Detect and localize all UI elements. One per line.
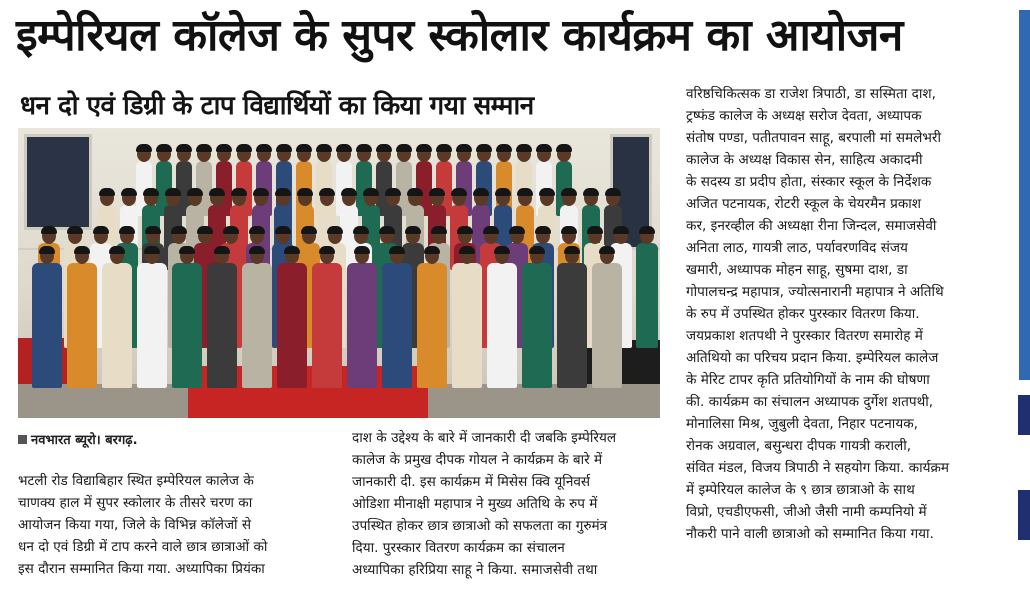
person-hair [165, 188, 181, 196]
person-hair [587, 226, 603, 234]
person-hair [179, 246, 195, 254]
person-hair [529, 246, 545, 254]
person-figure [312, 248, 342, 388]
text-line: इस दौरान सम्मानित किया गया. अध्यापिका प्रियंका [18, 561, 265, 577]
person-body [102, 263, 132, 388]
person-hair [136, 144, 152, 152]
person-hair [429, 188, 445, 196]
article-column-1 [18, 470, 328, 580]
person-hair [119, 226, 135, 234]
text-line: में इम्पेरियल कालेज के ९ छात्र छात्राओ के साथ [686, 482, 915, 498]
person-hair [353, 226, 369, 234]
text-line: गोपालचन्द्र महापात्र, ज्योत्सनारानी महापात्र ने अतिथि [686, 284, 944, 300]
person-hair [249, 246, 265, 254]
person-figure [487, 248, 517, 388]
person-hair [605, 188, 621, 196]
person-hair [197, 226, 213, 234]
group-photo [18, 128, 660, 418]
person-hair [496, 144, 512, 152]
adjacent-text-fragment [1018, 395, 1030, 435]
person-hair [363, 188, 379, 196]
person-body [242, 263, 272, 388]
person-hair [494, 246, 510, 254]
person-hair [473, 188, 489, 196]
person-hair [74, 246, 90, 254]
person-hair [509, 226, 525, 234]
byline-text: नवभारत ब्यूरो। बरगढ़. [31, 433, 138, 448]
text-line: विप्रो, एचडीएफसी, जीओ जैसी नामी कम्पनियो में [686, 504, 927, 520]
person-figure [636, 228, 658, 348]
person-body [207, 263, 237, 388]
person-hair [539, 188, 555, 196]
person-hair [209, 188, 225, 196]
person-hair [99, 188, 115, 196]
person-hair [171, 226, 187, 234]
person-hair [376, 144, 392, 152]
person-hair [583, 188, 599, 196]
text-line: के सदस्य डा प्रदीप होता, संस्कार स्कूल के निर्देशक [686, 174, 932, 190]
person-hair [356, 144, 372, 152]
person-figure [32, 248, 62, 388]
person-hair [316, 144, 332, 152]
person-figure [277, 248, 307, 388]
person-hair [143, 188, 159, 196]
adjacent-text-fragment [1018, 490, 1030, 540]
person-hair [561, 188, 577, 196]
person-hair [301, 226, 317, 234]
person-figure [522, 248, 552, 388]
person-hair [396, 144, 412, 152]
person-hair [144, 246, 160, 254]
text-line: के रुप में उपस्थित होकर पुरस्कार वितरण किया. [686, 306, 920, 322]
person-figure [592, 248, 622, 388]
person-hair [431, 226, 447, 234]
text-line: जयप्रकाश शतपथी ने पुरस्कार वितरण समारोह में [686, 328, 923, 344]
person-hair [517, 188, 533, 196]
person-body [137, 263, 167, 388]
text-line: कालेज के प्रमुख दीपक गोयल ने कार्यक्रम के बारे में [352, 452, 603, 468]
person-hair [284, 246, 300, 254]
person-hair [639, 226, 655, 234]
adjacent-ad-fragment [1019, 10, 1030, 380]
person-hair [187, 188, 203, 196]
person-hair [416, 144, 432, 152]
person-hair [67, 226, 83, 234]
person-hair [457, 226, 473, 234]
person-figure [557, 248, 587, 388]
text-line: दाश के उद्देश्य के बारे में जानकारी दी जबकि इम्पेरियल [352, 430, 617, 446]
person-hair [41, 226, 57, 234]
person-hair [236, 144, 252, 152]
person-hair [564, 246, 580, 254]
article-column-3 [686, 83, 1004, 545]
person-hair [276, 144, 292, 152]
person-body [592, 263, 622, 388]
person-hair [145, 226, 161, 234]
person-hair [275, 188, 291, 196]
person-body [312, 263, 342, 388]
person-body [452, 263, 482, 388]
person-hair [599, 246, 615, 254]
person-hair [459, 246, 475, 254]
person-hair [407, 188, 423, 196]
headline: इम्पेरियल कॉलेज के सुपर स्कोलार कार्यक्रम का आयोजन [16, 10, 903, 61]
text-line: मोनालिसा मिश्र, जुबुली देवता, निहार पटनायक, [686, 416, 918, 432]
text-line: नौकरी पाने वाली छात्राओ को सम्मानित किया गया. [686, 526, 934, 542]
person-hair [405, 226, 421, 234]
person-figure [382, 248, 412, 388]
window-left [24, 134, 92, 230]
person-hair [93, 226, 109, 234]
person-hair [613, 226, 629, 234]
person-hair [341, 188, 357, 196]
text-line: ओडिशा मीनाक्षी महापात्र ने मुख्य अतिथि के रुप में [352, 496, 598, 512]
text-line: अध्यापिका हरिप्रिया साहू ने किया. समाजसेवी तथा [352, 562, 598, 578]
person-hair [516, 144, 532, 152]
person-hair [109, 246, 125, 254]
person-body [172, 263, 202, 388]
person-hair [296, 144, 312, 152]
person-hair [389, 246, 405, 254]
person-hair [156, 144, 172, 152]
person-hair [535, 226, 551, 234]
person-body [32, 263, 62, 388]
text-line: अनिता लाठ, गायत्री लाठ, पर्यावरणविद संजय [686, 240, 908, 256]
person-figure [67, 248, 97, 388]
person-hair [327, 226, 343, 234]
person-hair [297, 188, 313, 196]
person-hair [436, 144, 452, 152]
person-hair [256, 144, 272, 152]
text-line: अतिथियो का परिचय प्रदान किया. इम्पेरियल कालेज [686, 350, 939, 366]
person-body [67, 263, 97, 388]
person-hair [39, 246, 55, 254]
person-hair [476, 144, 492, 152]
person-body [522, 263, 552, 388]
text-line: चाणक्य हाल में सुपर स्कोलार के तीसरे चरण का [18, 495, 253, 511]
person-figure [242, 248, 272, 388]
text-line: कर, इनरव्हील की अध्यक्षा रीना जिन्दल, समाजसेवी [686, 218, 937, 234]
text-line: उपस्थित होकर छात्र छात्राओ को सफलता का गुरुमंत्र [352, 518, 608, 534]
person-figure [347, 248, 377, 388]
subheadline: धन दो एवं डिग्री के टाप विद्यार्थियों का किया गया सम्मान [20, 91, 534, 121]
person-hair [561, 226, 577, 234]
person-hair [451, 188, 467, 196]
adjacent-page-edge [1017, 0, 1030, 598]
person-figure [417, 248, 447, 388]
text-line: ट्रष्फंड कालेज के अध्यक्ष सरोज देवता, अध्यापक [686, 108, 922, 124]
person-body [487, 263, 517, 388]
text-line: संतोष पण्डा, पतीतपावन साहू, बरपाली मां समलेभरी [686, 130, 941, 146]
text-line: धन दो एवं डिग्री में टाप करने वाले छात्र छात्राओं को [18, 539, 268, 555]
person-hair [319, 188, 335, 196]
text-line: अजित पटनायक, रोटरी स्कूल के चेयरमैन प्रकाश [686, 196, 922, 212]
person-hair [456, 144, 472, 152]
person-hair [121, 188, 137, 196]
person-figure [137, 248, 167, 388]
person-body [557, 263, 587, 388]
text-line: जानकारी दी. इस कार्यक्रम में मिसेस क्वि यूनिवर्स [352, 474, 591, 490]
person-hair [379, 226, 395, 234]
article-column-2 [352, 427, 662, 581]
person-hair [249, 226, 265, 234]
person-body [636, 243, 658, 348]
person-hair [216, 144, 232, 152]
person-hair [176, 144, 192, 152]
byline [18, 432, 318, 450]
person-figure [102, 248, 132, 388]
person-figure [207, 248, 237, 388]
person-body [417, 263, 447, 388]
person-hair [275, 226, 291, 234]
text-line: कालेज के अध्यक्ष विकास सेन, साहित्य अकादमी [686, 152, 923, 168]
person-hair [354, 246, 370, 254]
person-figure [452, 248, 482, 388]
person-hair [231, 188, 247, 196]
text-line: के मेरिट टापर कृति प्रतियोगियों के नाम की घोषणा [686, 372, 930, 388]
person-body [347, 263, 377, 388]
person-hair [319, 246, 335, 254]
text-line: की. कार्यक्रम का संचालन अध्यापक दुर्गेश शतपथी, [686, 394, 934, 410]
person-hair [536, 144, 552, 152]
person-body [277, 263, 307, 388]
text-line: संवित मंडल, विजय त्रिपाठी ने सहयोग किया. कार्यक्रम [686, 460, 950, 476]
bullet-square-icon [18, 435, 27, 444]
person-hair [253, 188, 269, 196]
person-hair [336, 144, 352, 152]
text-line: दिया. पुरस्कार वितरण कार्यक्रम का संचालन [352, 540, 565, 556]
person-hair [495, 188, 511, 196]
person-hair [214, 246, 230, 254]
text-line: रोनक अग्रवाल, बसुन्धरा दीपक गायत्री कराली, [686, 438, 912, 454]
person-figure [172, 248, 202, 388]
person-hair [196, 144, 212, 152]
text-line: वरिष्ठचिकित्सक डा राजेश त्रिपाठी, डा सस्मिता दाश, [686, 86, 936, 102]
person-hair [223, 226, 239, 234]
text-line: आयोजन किया गया, जिले के विभिन्न कॉलेजों से [18, 517, 252, 533]
person-body [382, 263, 412, 388]
text-line: भटली रोड विद्याबिहार स्थित इम्पेरियल कालेज के [18, 473, 254, 489]
text-line: खमारी, अध्यापक मोहन साहू, सुषमा दाश, डा [686, 262, 908, 278]
person-hair [556, 144, 572, 152]
person-hair [424, 246, 440, 254]
person-hair [385, 188, 401, 196]
person-hair [483, 226, 499, 234]
